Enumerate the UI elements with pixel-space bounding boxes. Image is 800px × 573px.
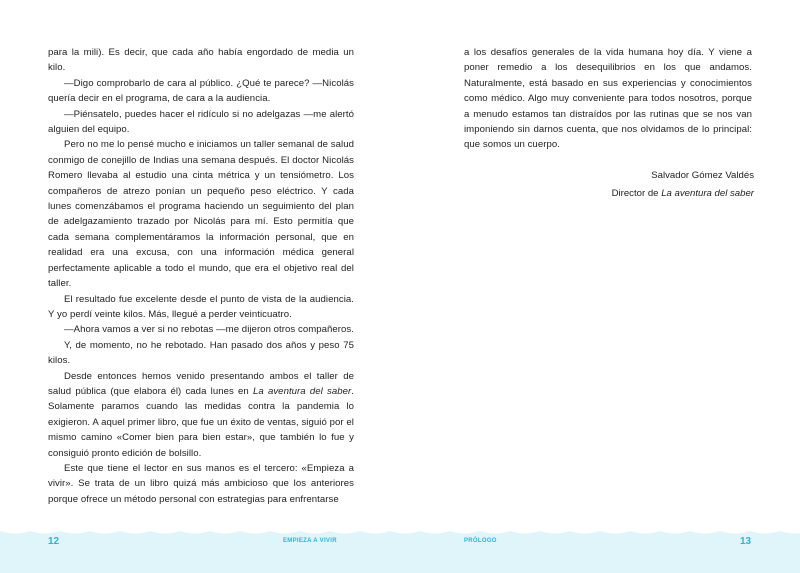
left-page-body bbox=[48, 45, 354, 507]
paragraph: Este que tiene el lector en sus manos es el tercero: «Empieza a vivir». Se trata de un libro quizá más ambicioso que los anteriores porque ofrece un método personal con estrategias para enfrentarse bbox=[48, 462, 354, 505]
paragraph-text: . Solamente paramos cuando las medidas contra la pandemia lo exigieron. A aquel primer libro, que fue un éxito de ventas, siguió por el mismo camino «Comer bien para bien estar», que también lo fue y consiguió pronto edición de bolsillo. bbox=[48, 385, 354, 459]
paragraph: —Digo comprobarlo de cara al público. ¿Qué te parece? —Nicolás quería decir en el programa, de cara a la audiencia. bbox=[48, 77, 354, 105]
signature-role bbox=[464, 185, 754, 203]
wave-decoration-icon bbox=[0, 525, 800, 539]
paragraph: Pero no me lo pensé mucho e iniciamos un taller semanal de salud conmigo de conejillo de Indias una semana después. El doctor Nicolás Romero llevaba al estudio una cinta métrica y un tensiómetro. Los compañeros de atrezo ponían un pequeño peso eléctrico. Y cada lunes comenzábamos el programa haciendo un seguimiento del plan de adelgazamiento trazado por Nicolás para mí. Esto permitía que cada semana complementáramos la información personal, que en realidad era una excusa, con una información médica general perfectamente aplicable a todo el mundo, que era el objetivo real del taller. bbox=[48, 139, 354, 290]
footer-band bbox=[0, 527, 800, 573]
paragraph: para la mili). Es decir, que cada año había engordado de media un kilo. bbox=[48, 47, 354, 74]
page-number-right: 13 bbox=[740, 536, 752, 547]
paragraph-text: Desde entonces hemos venido presentando ambos el taller de salud pública (que elabora él) cada lunes en bbox=[48, 370, 354, 397]
running-head-right: PRÓLOGO bbox=[464, 538, 497, 544]
paragraph: Y, de momento, no he rebotado. Han pasado dos años y peso 75 kilos. bbox=[48, 339, 354, 367]
paragraph bbox=[48, 369, 354, 461]
signature-name: Salvador Gómez Valdés bbox=[651, 170, 754, 181]
signature-role-title: La aventura del saber bbox=[661, 188, 754, 199]
paragraph: —Ahora vamos a ver si no rebotas —me dijeron otros compañeros. bbox=[64, 324, 354, 336]
running-head-left: EMPIEZA A VIVIR bbox=[283, 538, 337, 544]
paragraph: —Piénsatelo, puedes hacer el ridículo si no adelgazas —me alertó alguien del equipo. bbox=[48, 108, 354, 136]
paragraph: El resultado fue excelente desde el punto de vista de la audiencia. Y yo perdí veinte kilos. Más, llegué a perder veinticuatro. bbox=[48, 293, 354, 320]
page-number-left: 12 bbox=[48, 536, 60, 547]
paragraph: a los desafíos generales de la vida humana hoy día. Y viene a poner remedio a los desequilibrios en los que andamos. Naturalmente, está basado en sus experiencias y conocimientos como médico. Algo muy conveniente para todos nosotros, porque a menudo estamos tan distraídos por las rutinas que se nos van imponiendo sin darnos cuenta, que nos olvidamos de lo principal: que somos un cuerpo. bbox=[464, 47, 752, 151]
signature-role-prefix: Director de bbox=[611, 188, 662, 199]
signature-block bbox=[464, 167, 754, 203]
italic-title: La aventura del saber bbox=[252, 385, 352, 397]
right-page-body bbox=[464, 45, 752, 153]
